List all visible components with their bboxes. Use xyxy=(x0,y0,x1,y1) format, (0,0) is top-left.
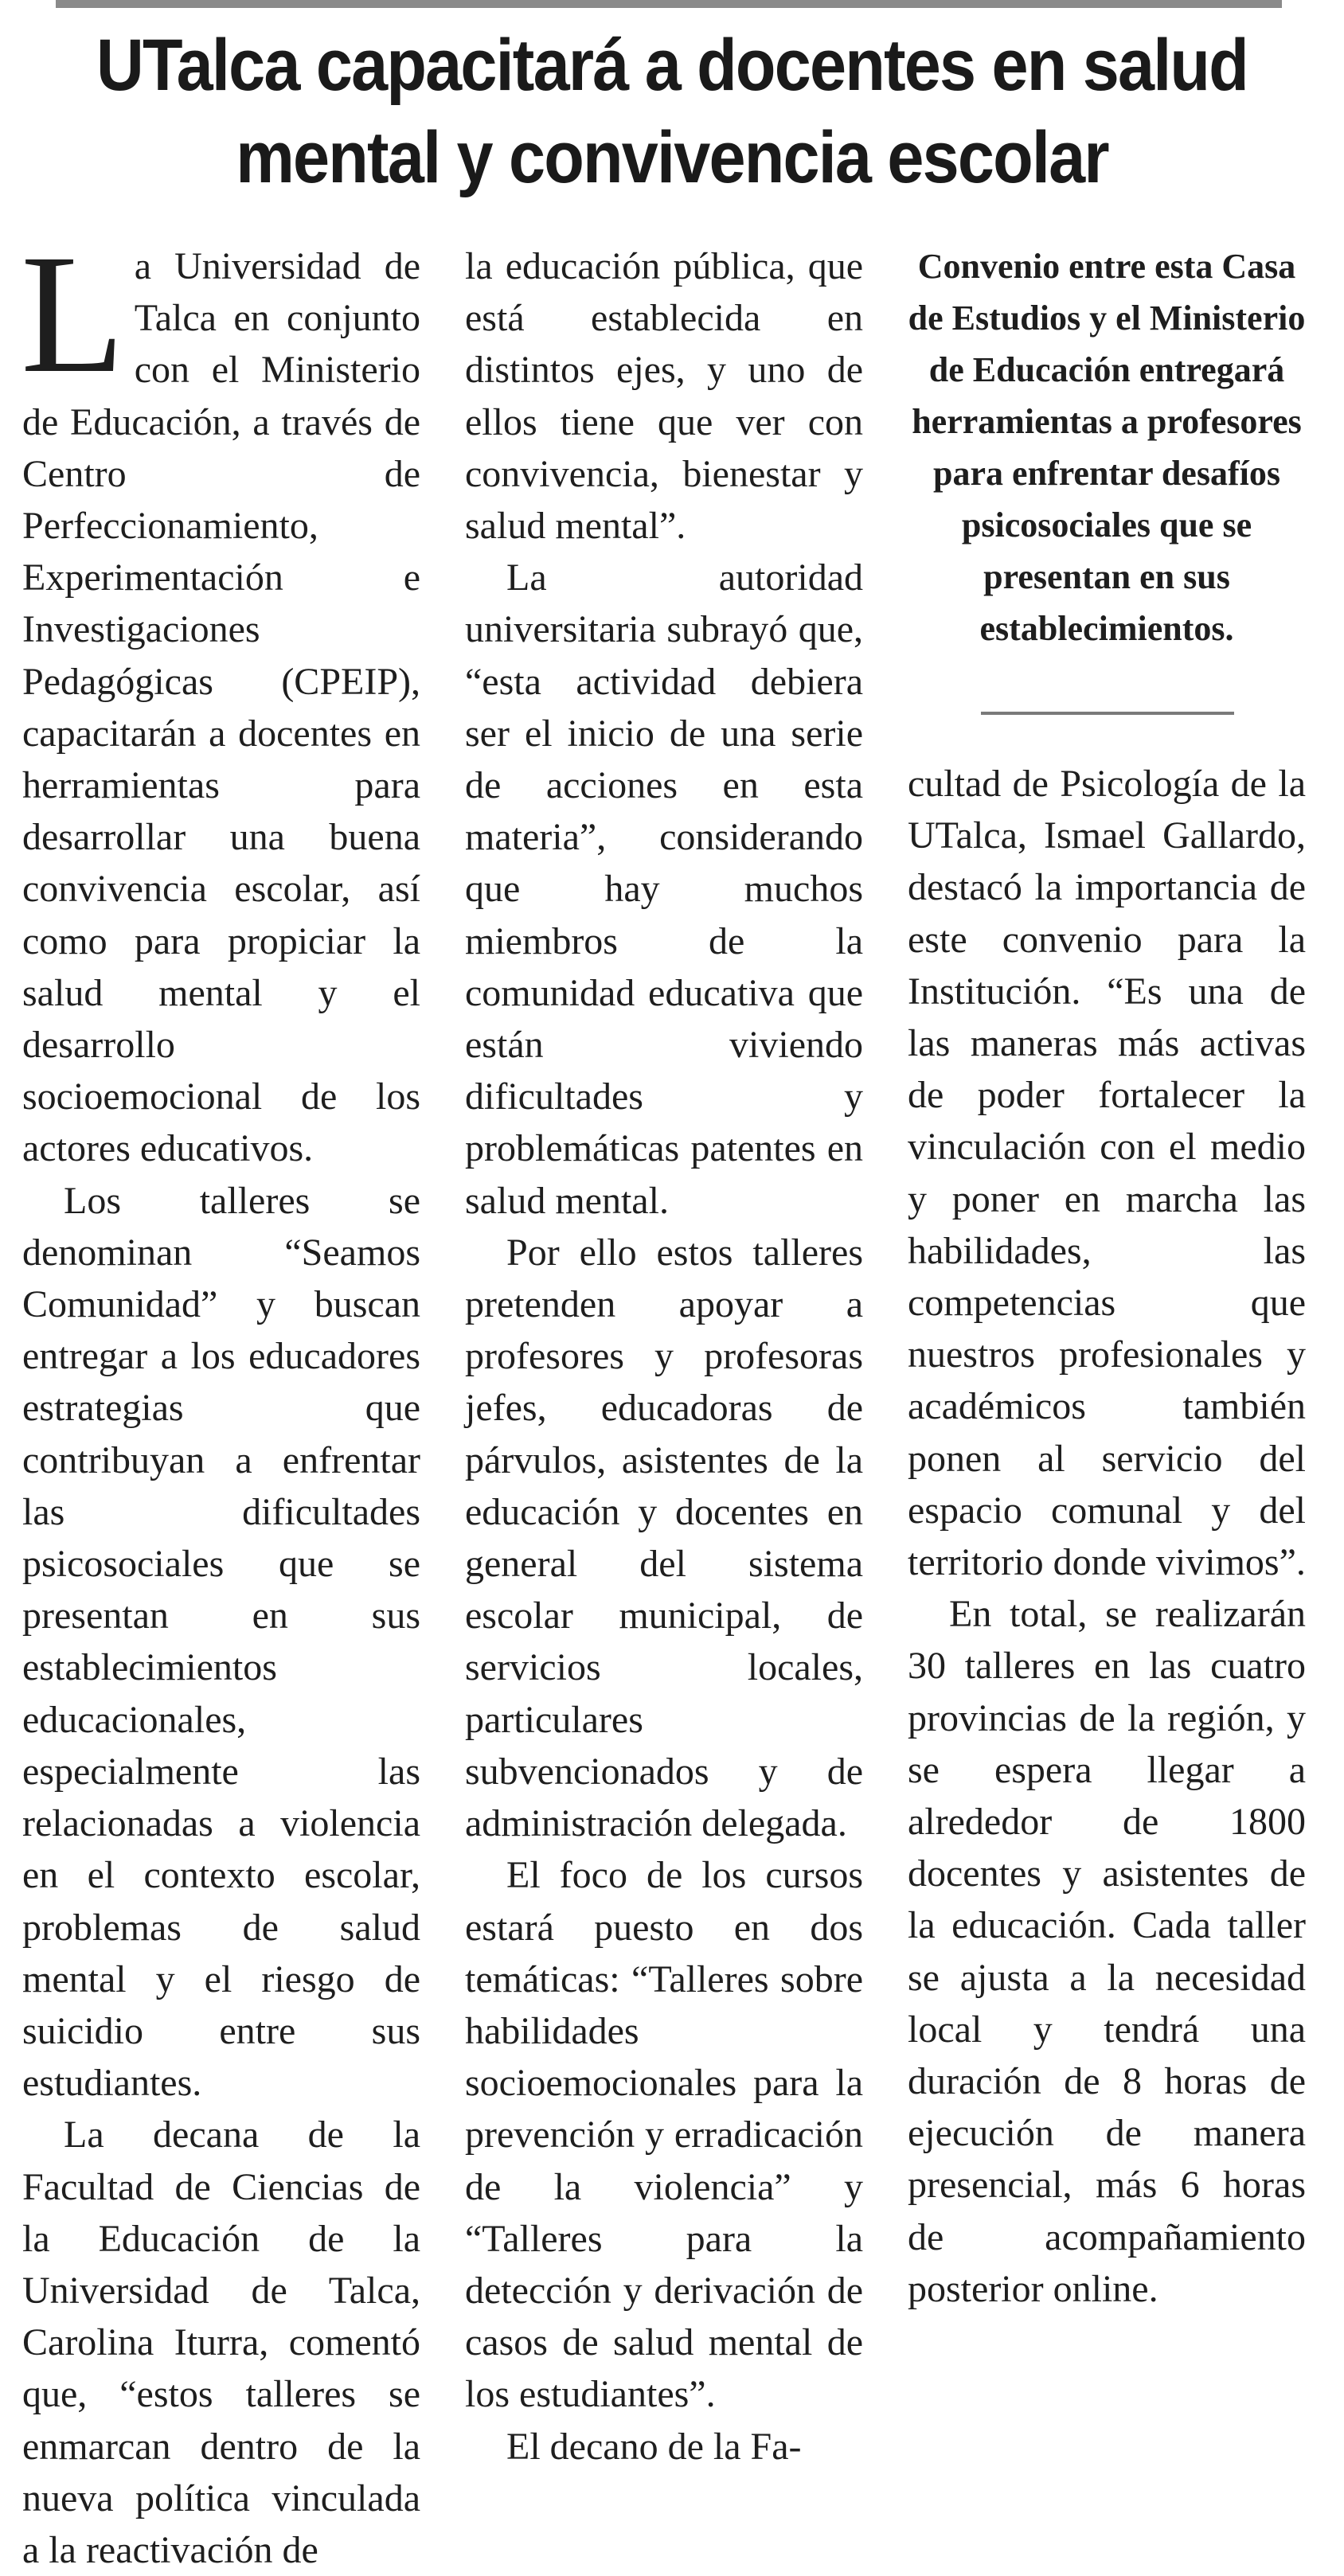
paragraph-3: La decana de la Facultad de Ciencias de la Educación de la Universidad de Talca, Carolina Iturra, comentó que, “estos talleres se enmarcan dentro de la nueva política vinculada a la reactivación de xyxy=(22,2113,420,2571)
paragraph-7-continued: cultad de Psicología de la UTalca, Ismael Gallardo, destacó la importancia de este convenio para la Institución. “Es una de las maneras más activas de poder fortalecer la vinculación con el medio y poner en marcha las habilidades, las competencias que nuestros profesionales y académicos también ponen al servicio del espacio comunal y del territorio donde vivimos”. xyxy=(908,763,1306,1584)
drop-cap: L xyxy=(21,220,125,408)
paragraph-1 xyxy=(21,220,420,1175)
column-1 xyxy=(21,220,420,2576)
paragraph-8: En total, se realizarán 30 talleres en las cuatro provincias de la región, y se espera llegar a alrededor de 1800 docentes y asistentes de la educación. Cada taller se ajusta a la necesidad local y tendrá una duración de 8 horas de ejecución de manera presencial, más 6 horas de acompañamiento posterior online. xyxy=(908,1593,1306,2310)
paragraph-7: El decano de la Fa- xyxy=(506,2425,802,2468)
summary-rule xyxy=(981,712,1234,715)
paragraph-1-text: a Universidad de Talca en conjunto con el Ministerio de Educación, a través de Centro de Perfeccionamiento, Experimentación e Investigaciones Pedagógicas (CPEIP), capacitarán a docentes en herramientas para desarrollar una buena convivencia escolar, así como para propiciar la salud mental y el desarrollo socioemocional de los actores educativos. xyxy=(22,245,420,1170)
paragraph-6: El foco de los cursos estará puesto en dos temáticas: “Talleres sobre habilidades socioemocionales para la prevención y erradicación de la violencia” y “Talleres para la detección y derivación de casos de salud mental de los estudiantes”. xyxy=(465,1854,863,2416)
summary-lead: Convenio entre esta Casa de Estudios y el Ministerio de Educación entregará herramientas a profesores para enfrentar desafíos psicosociales que se presentan en sus establecimientos. xyxy=(908,247,1306,648)
paragraph-3-continued: la educación pública, que está establecida en distintos ejes, y uno de ellos tiene que ver con convivencia, bienestar y salud mental”. xyxy=(465,245,863,548)
paragraph-2: Los talleres se denominan “Seamos Comunidad” y buscan entregar a los educadores estrategias que contribuyan a enfrentar las dificultades psicosociales que se presentan en sus establecimientos educacionales, especialmente las relacionadas a violencia en el contexto escolar, problemas de salud mental y el riesgo de suicidio entre sus estudiantes. xyxy=(22,1179,420,2105)
top-rule xyxy=(56,0,1282,8)
column-3 xyxy=(908,758,1306,2315)
paragraph-5: Por ello estos talleres pretenden apoyar a profesores y profesoras jefes, educadoras de párvulos, asistentes de la educación y docentes en general del sistema escolar municipal, de servicios locales, particulares subvencionados y de administración delegada. xyxy=(465,1231,863,1845)
headline: UTalca capacitará a docentes en salud mental y convivencia escolar xyxy=(96,25,1248,198)
paragraph-4: La autoridad universitaria subrayó que, “esta actividad debiera ser el inicio de una serie de acciones en esta materia”, considerando que hay muchos miembros de la comunidad educativa que están viviendo dificultades y problemáticas patentes en salud mental. xyxy=(465,556,863,1222)
column-2 xyxy=(465,240,863,2473)
